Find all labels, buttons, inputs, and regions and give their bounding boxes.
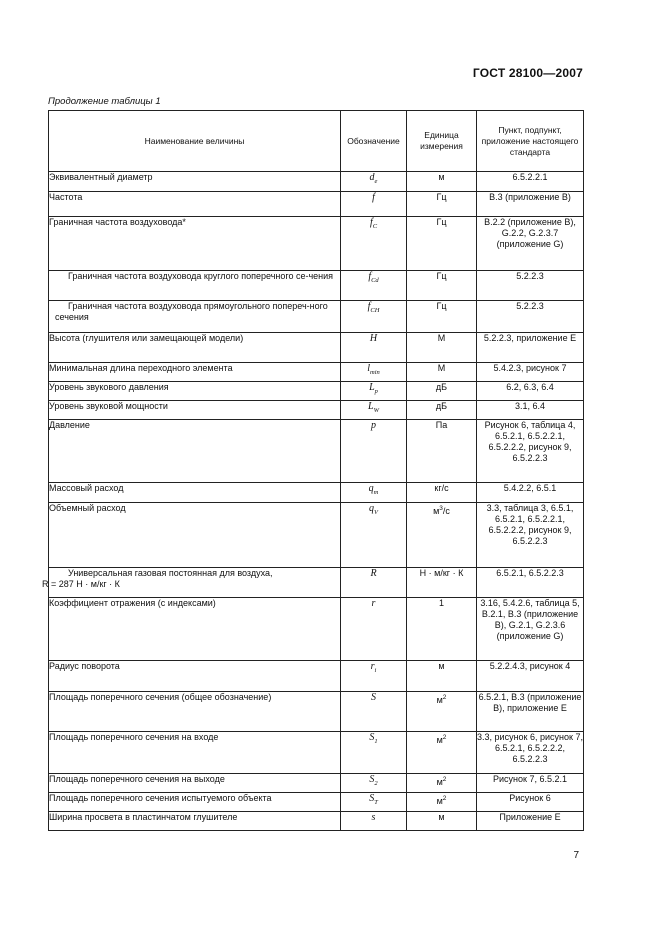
quantity-symbol: $S_2$	[341, 774, 407, 793]
quantity-name: Универсальная газовая постоянная для воздуха, R = 287 Н · м/кг · К	[49, 568, 341, 598]
quantity-symbol: r	[341, 598, 407, 661]
quantity-symbol: $L_p$	[341, 382, 407, 401]
header-reference: Пункт, подпункт, приложение настоящего стандарта	[477, 111, 584, 172]
table-row	[49, 217, 584, 271]
quantity-name: Уровень звуковой мощности	[49, 401, 341, 420]
standard-reference: Рисунок 6, таблица 4, 6.5.2.1, 6.5.2.2.1, 6.5.2.2.2, рисунок 9, 6.5.2.2.3	[477, 420, 584, 483]
standard-reference: Рисунок 7, 6.5.2.1	[477, 774, 584, 793]
standard-reference: 5.4.2.3, рисунок 7	[477, 363, 584, 382]
quantity-symbol: $L_W$	[341, 401, 407, 420]
table-row	[49, 420, 584, 483]
quantity-name: Граничная частота воздуховода*	[49, 217, 341, 271]
standard-reference: 5.2.2.4.3, рисунок 4	[477, 661, 584, 692]
table-row	[49, 483, 584, 503]
quantity-unit: м	[407, 812, 477, 831]
quantity-symbol: $f_{CH}$	[341, 301, 407, 333]
quantity-name: Эквивалентный диаметр	[49, 172, 341, 192]
table-row	[49, 382, 584, 401]
table-row	[49, 692, 584, 732]
standard-reference: 3.3, рисунок 6, рисунок 7, 6.5.2.1, 6.5.2.2.2, 6.5.2.2.3	[477, 732, 584, 774]
quantity-name: Граничная частота воздуховода круглого поперечного се-чения	[49, 271, 341, 301]
table-row	[49, 271, 584, 301]
quantity-unit: $м^2$	[407, 732, 477, 774]
table-row	[49, 812, 584, 831]
table-row	[49, 192, 584, 217]
quantity-unit: $м^3/с$	[407, 503, 477, 568]
quantity-name: Массовый расход	[49, 483, 341, 503]
quantity-unit: Н · м/кг · К	[407, 568, 477, 598]
quantity-symbol: R	[341, 568, 407, 598]
quantity-unit: дБ	[407, 382, 477, 401]
quantity-name: Граничная частота воздуховода прямоугольного попереч-ного сечения	[49, 301, 341, 333]
quantity-unit: Па	[407, 420, 477, 483]
table-row	[49, 661, 584, 692]
quantity-name: Радиус поворота	[49, 661, 341, 692]
document-code: ГОСТ 28100—2007	[472, 66, 583, 80]
quantity-unit: $м^2$	[407, 692, 477, 732]
standard-reference: 6.2, 6.3, 6.4	[477, 382, 584, 401]
quantity-unit: м	[407, 172, 477, 192]
quantity-name: Площадь поперечного сечения на входе	[49, 732, 341, 774]
quantity-name: Ширина просвета в пластинчатом глушителе	[49, 812, 341, 831]
standard-reference: 3.1, 6.4	[477, 401, 584, 420]
quantity-name: Уровень звукового давления	[49, 382, 341, 401]
quantity-unit: Гц	[407, 271, 477, 301]
standard-reference: 5.4.2.2, 6.5.1	[477, 483, 584, 503]
standard-reference: 3.3, таблица 3, 6.5.1, 6.5.2.1, 6.5.2.2.1, 6.5.2.2.2, рисунок 9, 6.5.2.2.3	[477, 503, 584, 568]
standard-reference: B.2.2 (приложение B), G.2.2, G.2.3.7 (приложение G)	[477, 217, 584, 271]
standard-reference: 5.2.2.3	[477, 301, 584, 333]
quantity-symbol: p	[341, 420, 407, 483]
table-row	[49, 401, 584, 420]
header-name: Наименование величины	[49, 111, 341, 172]
quantity-unit: м	[407, 661, 477, 692]
table-row	[49, 333, 584, 363]
header-symbol: Обозначение	[341, 111, 407, 172]
quantity-name: Коэффициент отражения (с индексами)	[49, 598, 341, 661]
quantity-symbol: $f_C$	[341, 217, 407, 271]
quantity-name: Площадь поперечного сечения на выходе	[49, 774, 341, 793]
quantity-unit: Гц	[407, 301, 477, 333]
standard-reference: 5.2.2.3	[477, 271, 584, 301]
quantity-symbol: f	[341, 192, 407, 217]
quantity-symbol: $f_{Cd}$	[341, 271, 407, 301]
quantity-unit: Гц	[407, 192, 477, 217]
table-row	[49, 774, 584, 793]
table-row	[49, 172, 584, 192]
quantity-unit: $м^2$	[407, 774, 477, 793]
quantity-unit: М	[407, 333, 477, 363]
table-row	[49, 503, 584, 568]
table-continuation-caption: Продолжение таблицы 1	[48, 96, 161, 107]
quantity-symbol: $S_T$	[341, 793, 407, 812]
standard-reference: 5.2.2.3, приложение E	[477, 333, 584, 363]
quantity-symbol: $S_1$	[341, 732, 407, 774]
quantity-symbol: s	[341, 812, 407, 831]
table-header-row	[49, 111, 584, 172]
header-unit: Единица измерения	[407, 111, 477, 172]
quantities-table	[42, 110, 584, 831]
quantity-name: Высота (глушителя или замещающей модели)	[49, 333, 341, 363]
quantity-name: Площадь поперечного сечения испытуемого объекта	[49, 793, 341, 812]
standard-reference: 6.5.2.2.1	[477, 172, 584, 192]
quantity-unit: $м^2$	[407, 793, 477, 812]
standard-reference: 6.5.2.1, 6.5.2.2.3	[477, 568, 584, 598]
standard-reference: Рисунок 6	[477, 793, 584, 812]
page-number: 7	[573, 850, 579, 861]
quantity-unit: дБ	[407, 401, 477, 420]
table-row	[49, 301, 584, 333]
quantity-symbol: $d_e$	[341, 172, 407, 192]
table-row	[49, 363, 584, 382]
quantity-symbol: $r_i$	[341, 661, 407, 692]
quantity-unit: Гц	[407, 217, 477, 271]
table-row	[49, 598, 584, 661]
quantity-unit: кг/с	[407, 483, 477, 503]
quantity-name: Минимальная длина переходного элемента	[49, 363, 341, 382]
quantity-name: Частота	[49, 192, 341, 217]
quantity-name: Площадь поперечного сечения (общее обозначение)	[49, 692, 341, 732]
quantity-symbol: S	[341, 692, 407, 732]
table-row	[49, 793, 584, 812]
quantity-name: Объемный расход	[49, 503, 341, 568]
standard-reference: 6.5.2.1, B.3 (приложение B), приложение E	[477, 692, 584, 732]
standard-reference: 3.16, 5.4.2.6, таблица 5, B.2.1, B.3 (приложение B), G.2.1, G.2.3.6 (приложение G)	[477, 598, 584, 661]
table-row	[49, 732, 584, 774]
quantity-name: Давление	[49, 420, 341, 483]
quantity-symbol: $q_m$	[341, 483, 407, 503]
quantity-symbol: $q_V$	[341, 503, 407, 568]
quantity-unit: М	[407, 363, 477, 382]
standard-reference: Приложение E	[477, 812, 584, 831]
quantity-symbol: H	[341, 333, 407, 363]
quantity-symbol: $l_{min}$	[341, 363, 407, 382]
quantity-unit: 1	[407, 598, 477, 661]
table-row	[49, 568, 584, 598]
standard-reference: B.3 (приложение B)	[477, 192, 584, 217]
